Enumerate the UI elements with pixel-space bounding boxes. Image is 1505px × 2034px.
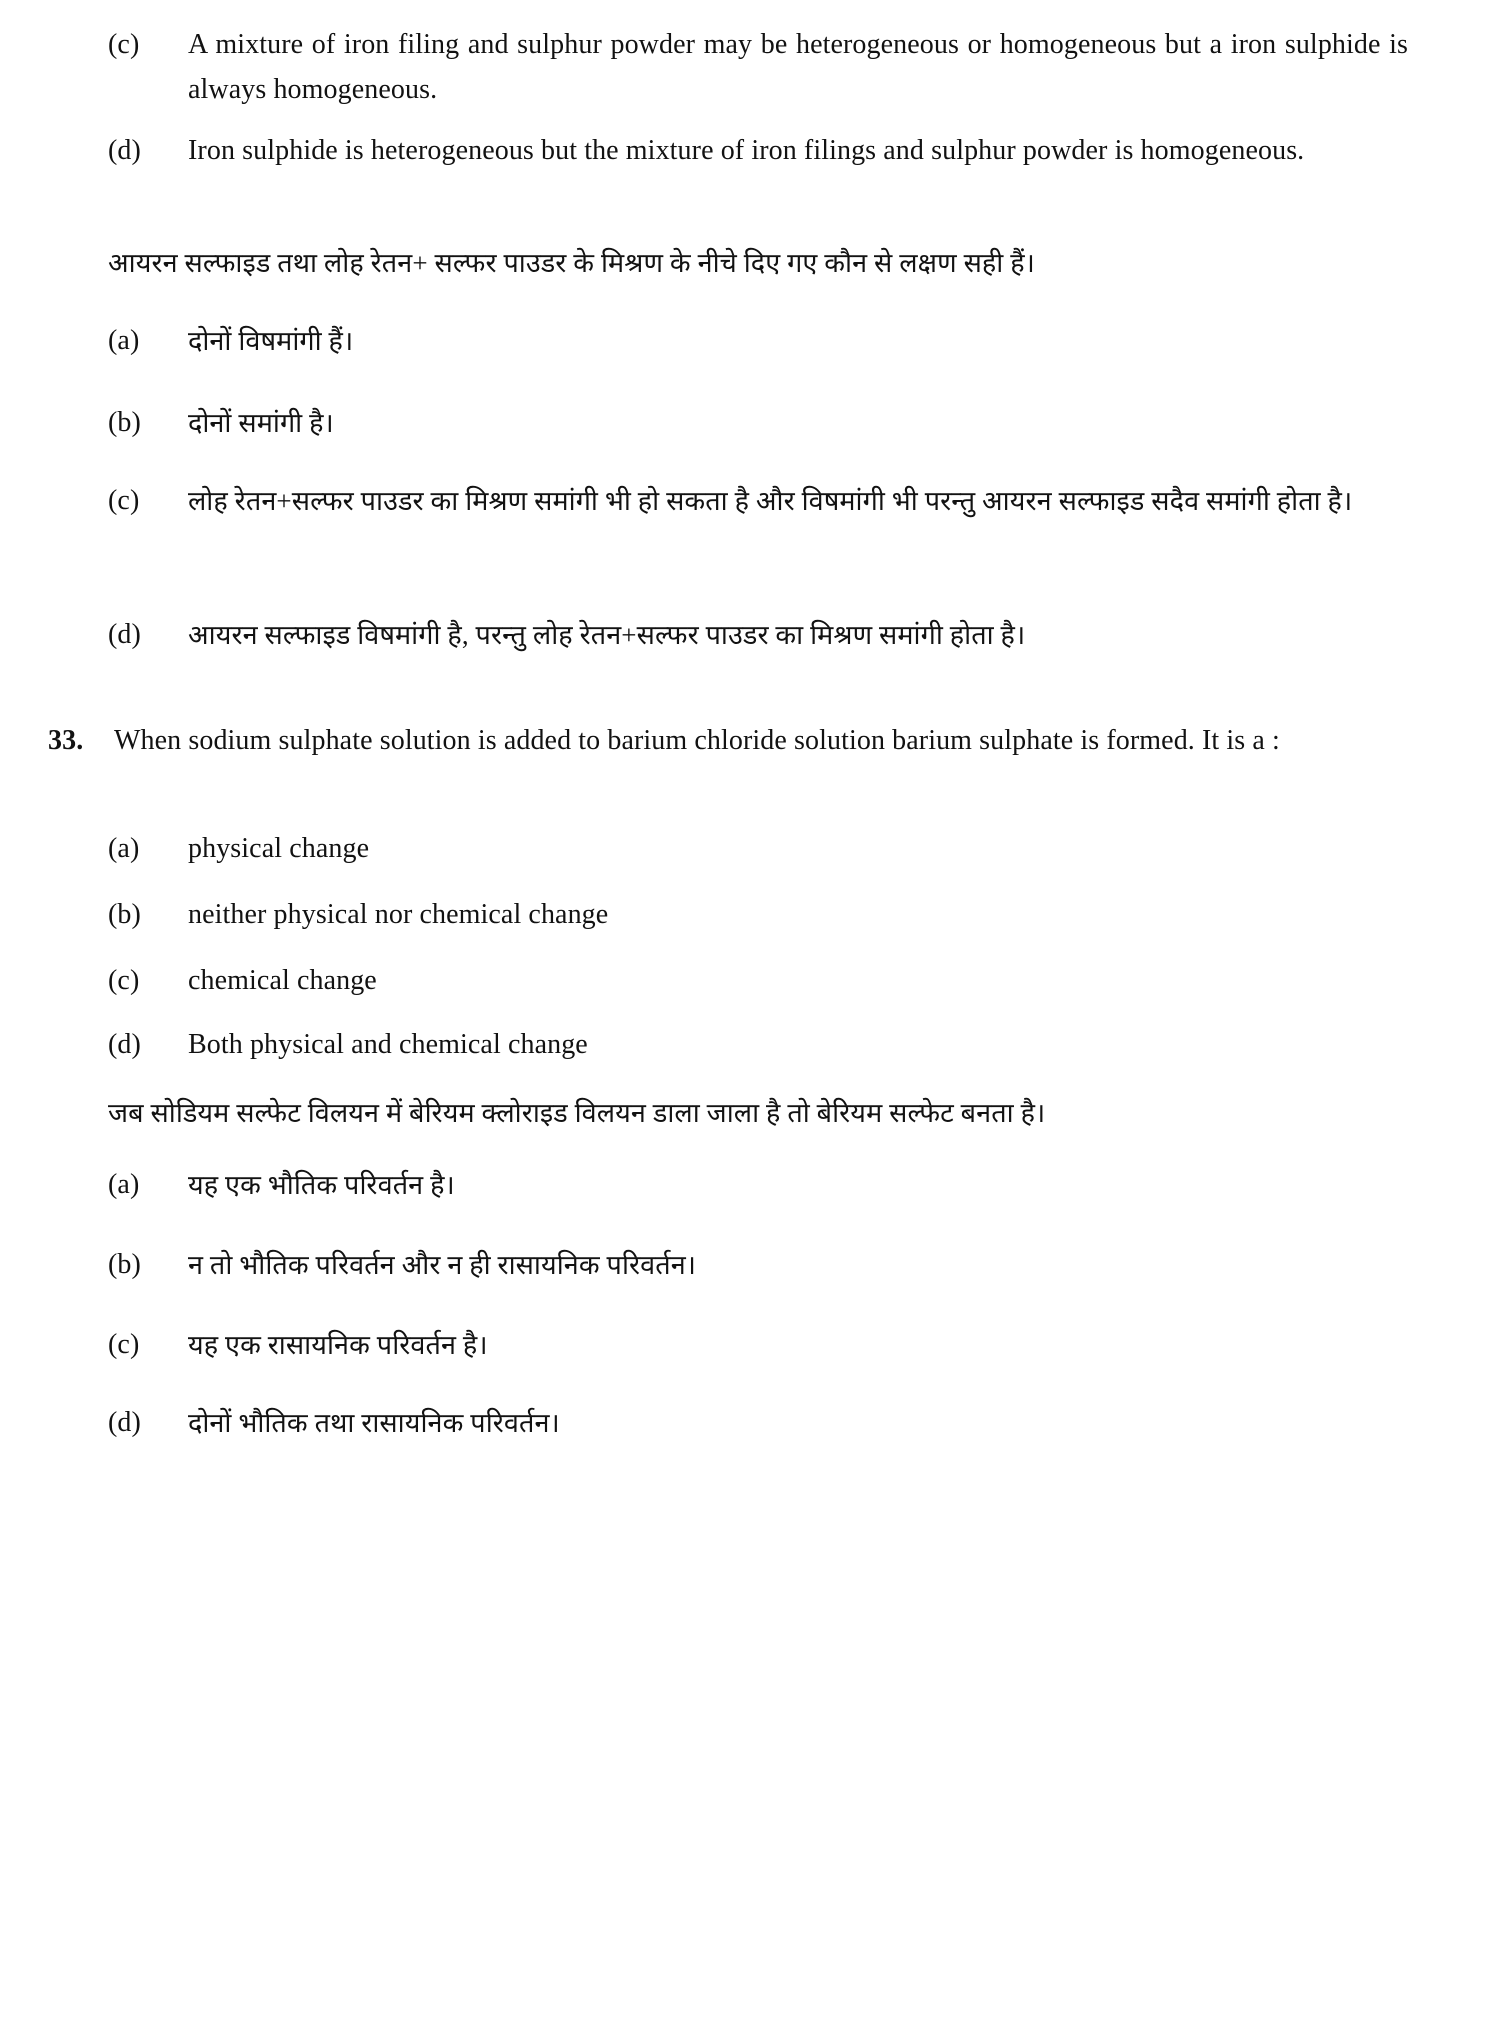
option-row-33b-english xyxy=(108,892,1428,937)
option-text-33b-hindi: न तो भौतिक परिवर्तन और न ही रासायनिक परिवर्तन। xyxy=(188,1250,697,1280)
option-row-32c-hindi xyxy=(108,478,1448,524)
option-label-33d-hindi: (d) xyxy=(108,1407,141,1438)
option-label-32a-hindi: (a) xyxy=(108,325,140,356)
option-label-33b-english: (b) xyxy=(108,899,141,930)
option-text-33a-hindi: यह एक भौतिक परिवर्तन है। xyxy=(188,1170,455,1200)
option-row-32d-hindi xyxy=(108,612,1448,658)
question-stem-33-hindi xyxy=(108,1090,1448,1136)
option-text-33c-english: chemical change xyxy=(188,965,377,996)
option-text-33d-english: Both physical and chemical change xyxy=(188,1029,588,1060)
option-row-33d-english xyxy=(108,1022,1428,1067)
option-text-32d-english: Iron sulphide is heterogeneous but the mixture of iron filings and sulphur powder is homogeneous. xyxy=(188,135,1305,166)
option-label-32b-hindi: (b) xyxy=(108,407,141,438)
option-row-32b-hindi xyxy=(108,400,1428,446)
question-stem-33-english: When sodium sulphate solution is added to barium chloride solution barium sulphate is formed. It is a : xyxy=(114,725,1280,756)
option-row-33c-english xyxy=(108,958,1428,1003)
option-row-33b-hindi xyxy=(108,1242,1428,1288)
option-label-33c-hindi: (c) xyxy=(108,1329,140,1360)
option-label-32c-hindi: (c) xyxy=(108,485,140,516)
option-label-32d-english: (d) xyxy=(108,135,141,166)
option-text-33d-hindi: दोनों भौतिक तथा रासायनिक परिवर्तन। xyxy=(188,1408,560,1438)
question-33 xyxy=(48,718,1418,763)
option-row-32c-english xyxy=(108,22,1408,113)
option-text-33c-hindi: यह एक रासायनिक परिवर्तन है। xyxy=(188,1330,488,1360)
option-row-32a-hindi xyxy=(108,318,1428,364)
option-text-32d-hindi: आयरन सल्फाइड विषमांगी है, परन्तु लोह रेतन+सल्फर पाउडर का मिश्रण समांगी होता है। xyxy=(188,620,1026,650)
option-row-33a-hindi xyxy=(108,1162,1428,1208)
option-label-33a-english: (a) xyxy=(108,833,140,864)
option-text-32c-hindi: लोह रेतन+सल्फर पाउडर का मिश्रण समांगी भी हो सकता है और विषमांगी भी परन्तु आयरन सल्फाइड सदैव समांगी होता है। xyxy=(188,486,1353,516)
option-label-32c-english: (c) xyxy=(108,29,140,60)
question-number-33: 33. xyxy=(48,725,84,756)
question-stem-33-hindi-text: जब सोडियम सल्फेट विलयन में बेरियम क्लोराइड विलयन डाला जाला है तो बेरियम सल्फेट बनता है। xyxy=(108,1098,1046,1128)
option-label-33b-hindi: (b) xyxy=(108,1249,141,1280)
option-text-33a-english: physical change xyxy=(188,833,370,864)
question-stem-32-hindi-text: आयरन सल्फाइड तथा लोह रेतन+ सल्फर पाउडर के मिश्रण के नीचे दिए गए कौन से लक्षण सही हैं। xyxy=(108,248,1035,278)
option-row-33a-english xyxy=(108,826,1428,871)
question-stem-32-hindi xyxy=(108,240,1428,286)
option-text-32b-hindi: दोनों समांगी है। xyxy=(188,408,334,438)
option-row-32d-english xyxy=(108,128,1408,173)
option-row-33d-hindi xyxy=(108,1400,1428,1446)
option-label-33a-hindi: (a) xyxy=(108,1169,140,1200)
option-text-32c-english: A mixture of iron filing and sulphur powder may be heterogeneous or homogeneous but a iron sulphide is always homogeneous. xyxy=(188,29,1408,106)
option-text-32a-hindi: दोनों विषमांगी हैं। xyxy=(188,326,354,356)
option-label-32d-hindi: (d) xyxy=(108,619,141,650)
option-row-33c-hindi xyxy=(108,1322,1428,1368)
option-label-33c-english: (c) xyxy=(108,965,140,996)
option-text-33b-english: neither physical nor chemical change xyxy=(188,899,609,930)
option-label-33d-english: (d) xyxy=(108,1029,141,1060)
